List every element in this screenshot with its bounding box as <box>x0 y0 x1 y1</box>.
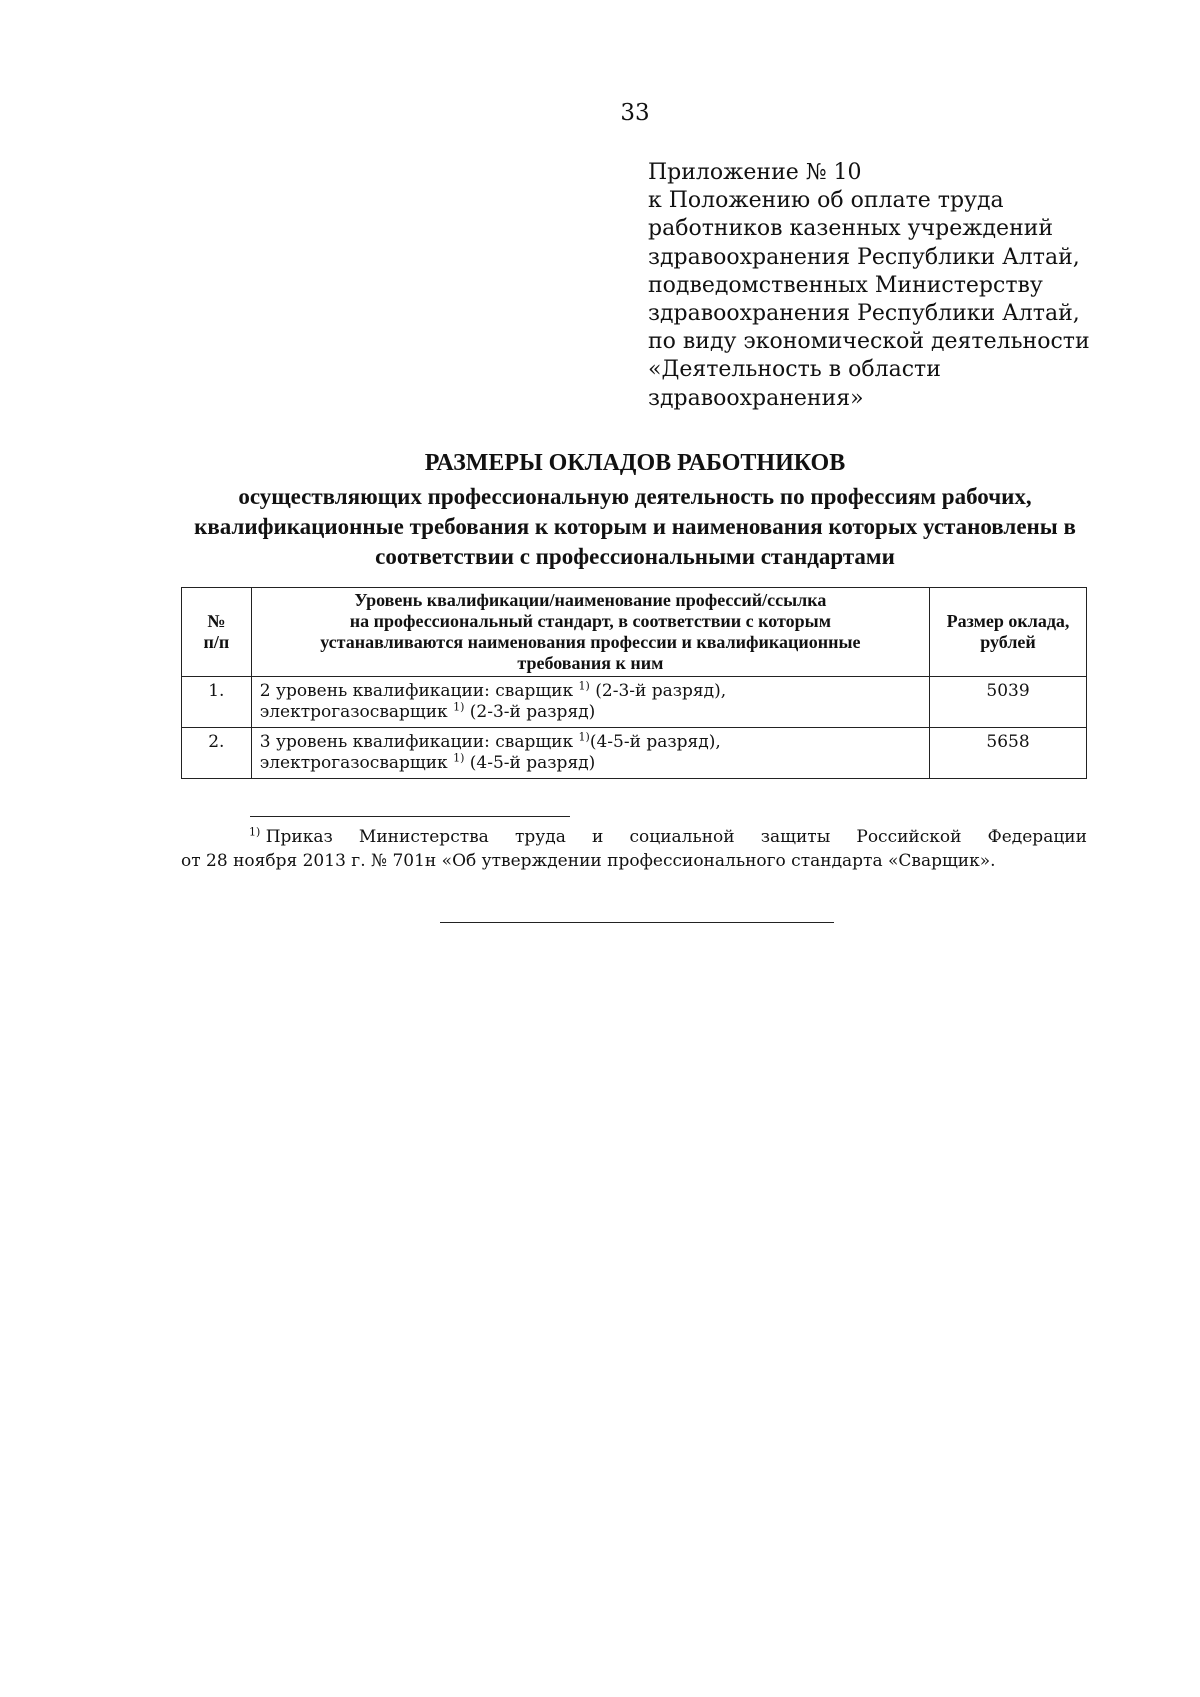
row-description: 2 уровень квалификации: сварщик $^{1)}$ (2-3-й разряд), электрогазосварщик $^{1)}$ (2-3-й разряд) <box>251 677 929 728</box>
footnote-line: от 28 ноября 2013 г. № 701н «Об утверждении профессионального стандарта «Сварщик». <box>181 851 996 871</box>
annex-line: по виду экономической деятельности <box>648 329 1090 355</box>
annex-line: здравоохранения» <box>648 385 864 411</box>
footnote-line: $^{1)}$ Приказ Министерства труда и социальной защиты Российской Федерации <box>249 825 1087 847</box>
document-title: РАЗМЕРЫ ОКЛАДОВ РАБОТНИКОВ <box>424 450 846 476</box>
footnote-ref: 1) <box>578 730 590 744</box>
end-of-document-rule <box>440 922 834 923</box>
footnote-ref: 1) <box>578 679 590 693</box>
footnote-ref: 1) <box>453 751 465 765</box>
document-subtitle-line: соответствии с профессиональными стандартами <box>375 544 895 569</box>
footnote <box>181 825 1087 873</box>
footnote-marker: 1) <box>249 825 261 839</box>
annex-line: работников казенных учреждений <box>648 216 1054 242</box>
annex-line: к Положению об оплате труда <box>648 188 1004 214</box>
page-number: 33 <box>620 100 650 126</box>
footnote-ref: 1) <box>453 700 465 714</box>
annex-line: здравоохранения Республики Алтай, <box>648 301 1080 327</box>
row-salary: 5658 <box>930 728 1087 779</box>
annex-line: Приложение № 10 <box>648 160 862 185</box>
table-row <box>182 677 1087 728</box>
table-row <box>182 728 1087 779</box>
header-number: № п/п <box>182 588 252 677</box>
document-title-block <box>150 448 1120 572</box>
annex-line: подведомственных Министерству <box>648 272 1043 298</box>
document-subtitle-line: осуществляющих профессиональную деятельность по профессиям рабочих, <box>238 484 1032 509</box>
annex-line: здравоохранения Республики Алтай, <box>648 244 1080 270</box>
annex-header <box>648 159 1168 413</box>
annex-line: «Деятельность в области <box>648 357 941 383</box>
row-salary: 5039 <box>930 677 1087 728</box>
header-salary: Размер оклада, рублей <box>930 588 1087 677</box>
table-header-row <box>182 588 1087 677</box>
salary-table <box>181 587 1087 779</box>
row-number: 1. <box>182 677 252 728</box>
row-description: 3 уровень квалификации: сварщик $^{1)}$(4-5-й разряд), электрогазосварщик $^{1)}$ (4-5-й разряд) <box>251 728 929 779</box>
footnote-separator <box>250 816 570 817</box>
row-number: 2. <box>182 728 252 779</box>
document-subtitle-line: квалификационные требования к которым и наименования которых установлены в <box>194 514 1076 539</box>
header-description: Уровень квалификации/наименование профессий/ссылка на профессиональный стандарт, в соответствии с которым устанавливаются наименования профессии и квалификационные требования к ним <box>251 588 929 677</box>
